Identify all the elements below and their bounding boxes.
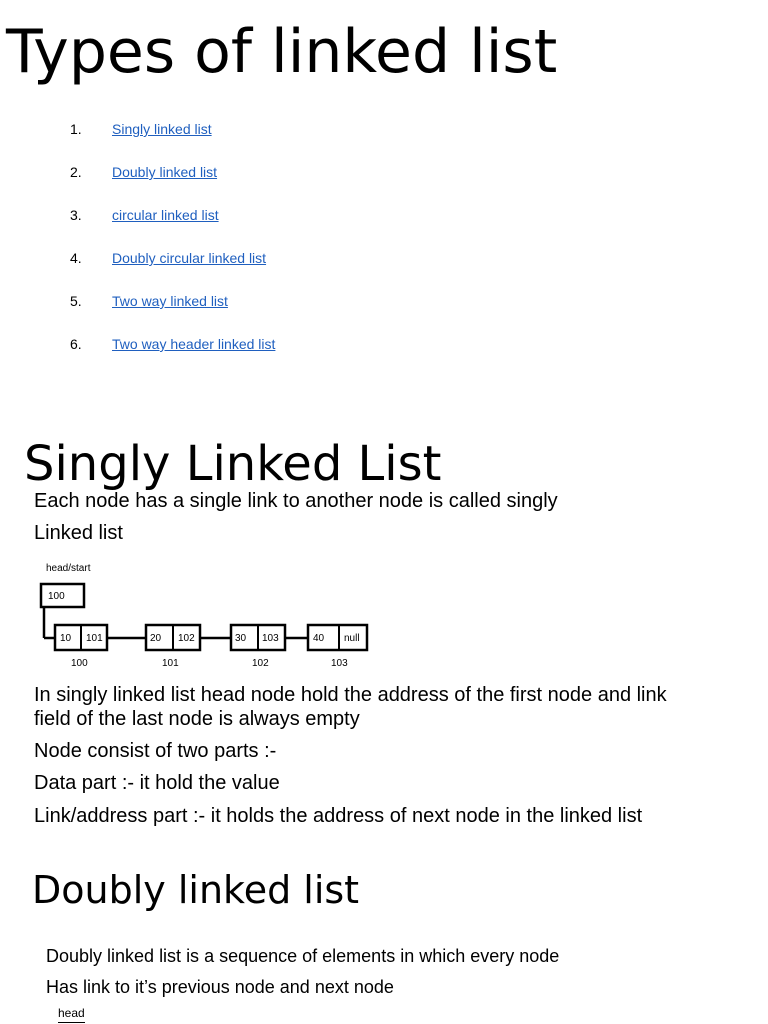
doubly-section-heading: Doubly linked list <box>32 868 360 912</box>
list-item-number: 4. <box>70 250 82 266</box>
singly-description-line-1: In singly linked list head node hold the address of the first node and link <box>34 684 667 706</box>
node-link: 102 <box>178 633 195 644</box>
singly-intro-line-1: Each node has a single link to another node is called singly <box>34 490 558 512</box>
link-two-way-linked-list[interactable]: Two way linked list <box>112 293 228 309</box>
node-4 <box>308 625 367 669</box>
node-data: 10 <box>60 633 72 644</box>
node-data: 30 <box>235 633 247 644</box>
singly-description-line-2: field of the last node is always empty <box>34 708 360 730</box>
node-address: 101 <box>162 658 179 669</box>
singly-intro-line-2: Linked list <box>34 522 123 544</box>
node-3 <box>231 625 285 669</box>
link-singly-linked-list[interactable]: Singly linked list <box>112 121 212 137</box>
node-link: 101 <box>86 633 103 644</box>
singly-section-heading: Singly Linked List <box>24 436 442 492</box>
link-circular-linked-list[interactable]: circular linked list <box>112 207 219 223</box>
list-item-number: 6. <box>70 336 82 352</box>
node-address: 102 <box>252 658 269 669</box>
head-pointer-value: 100 <box>48 591 65 602</box>
head-start-label: head/start <box>46 563 91 574</box>
list-item-number: 1. <box>70 121 82 137</box>
doubly-description-line-2: Has link to it’s previous node and next node <box>46 977 394 997</box>
link-doubly-circular-linked-list[interactable]: Doubly circular linked list <box>112 250 267 266</box>
link-part-text: Link/address part :- it holds the address of next node in the linked list <box>34 805 643 827</box>
list-item-number: 5. <box>70 293 82 309</box>
doubly-description-line-1: Doubly linked list is a sequence of elements in which every node <box>46 946 560 966</box>
list-item-number: 3. <box>70 207 82 223</box>
node-data: 40 <box>313 633 325 644</box>
link-doubly-linked-list[interactable]: Doubly linked list <box>112 164 218 180</box>
list-item-number: 2. <box>70 164 82 180</box>
node-2 <box>146 625 200 669</box>
node-address: 100 <box>71 658 88 669</box>
node-parts-intro: Node consist of two parts :- <box>34 740 277 762</box>
node-link: null <box>344 633 360 644</box>
node-1 <box>55 625 107 669</box>
node-data: 20 <box>150 633 162 644</box>
singly-linked-list-diagram <box>0 555 400 675</box>
node-link: 103 <box>262 633 279 644</box>
data-part-text: Data part :- it hold the value <box>34 772 280 794</box>
page-title: Types of linked list <box>6 17 558 87</box>
link-two-way-header-linked-list[interactable]: Two way header linked list <box>112 336 276 352</box>
node-address: 103 <box>331 658 348 669</box>
doubly-head-label: head <box>58 1006 85 1023</box>
